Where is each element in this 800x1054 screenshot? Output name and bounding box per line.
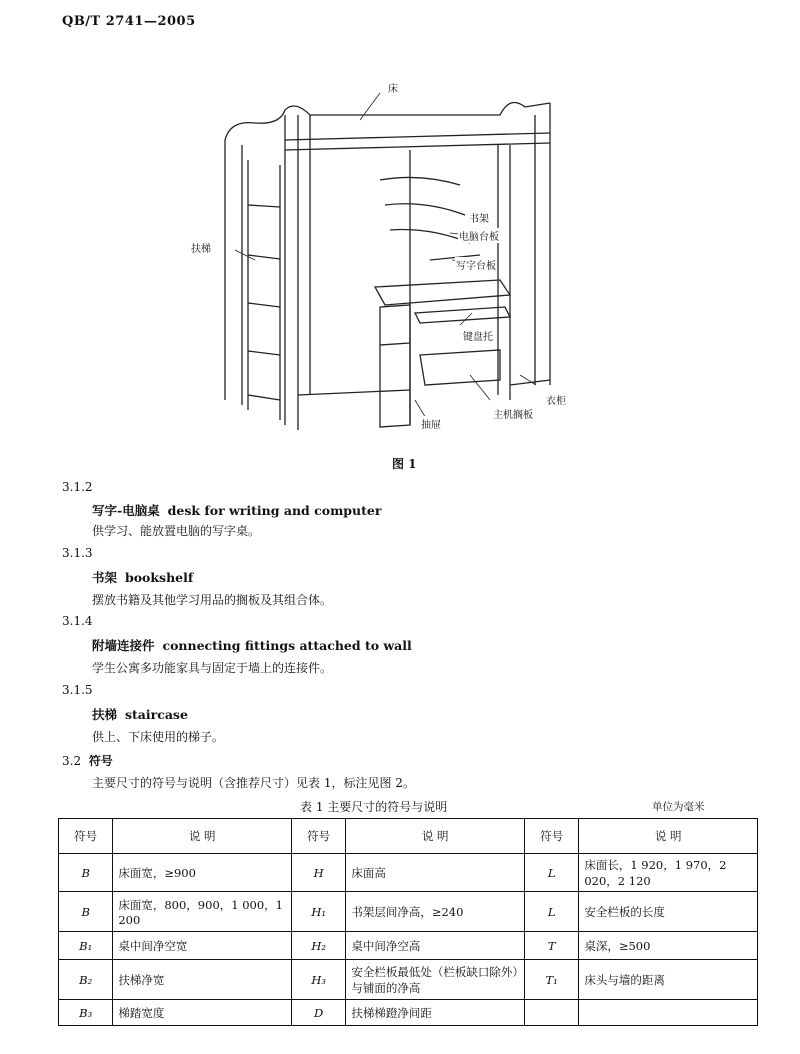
definition: 学生公寓多功能家具与固定于墙上的连接件。	[92, 661, 333, 675]
term	[92, 636, 412, 654]
table-unit: 单位为毫米	[652, 801, 705, 813]
table-caption: 表 1 主要尺寸的符号与说明	[300, 800, 448, 814]
table-row	[59, 932, 758, 960]
header-cell: 符号	[59, 819, 113, 854]
term-cn: 扶梯	[92, 707, 118, 722]
section-number: 3.1.4	[62, 614, 93, 628]
term	[92, 501, 381, 519]
figure-caption: 图 1	[392, 457, 417, 471]
definition: 供学习、能放置电脑的写字桌。	[92, 524, 261, 538]
table-row	[59, 960, 758, 1000]
symbol-cell: B₁	[59, 932, 113, 960]
table-row	[59, 1000, 758, 1026]
section-number: 3.1.5	[62, 683, 93, 697]
header-cell: 说 明	[113, 819, 292, 854]
term-en: staircase	[124, 707, 188, 722]
term	[92, 705, 188, 723]
term-en: connecting fittings attached to wall	[162, 638, 412, 653]
description-cell: 安全栏板最低处（栏板缺口除外）与铺面的净高	[346, 960, 525, 1000]
symbols-intro: 主要尺寸的符号与说明（含推荐尺寸）见表 1，标注见图 2。	[92, 776, 415, 790]
label-host-board: 主机搁板	[492, 406, 534, 421]
description-cell: 床面宽，≥900	[113, 854, 292, 892]
description-cell: 桌中间净空高	[346, 932, 525, 960]
definition: 供上、下床使用的梯子。	[92, 730, 225, 744]
table-header-row	[59, 819, 758, 854]
description-cell: 床头与墙的距离	[579, 960, 758, 1000]
label-bookshelf: 书架	[468, 210, 490, 225]
symbol-cell: T₁	[524, 960, 578, 1000]
symbol-cell: B₃	[59, 1000, 113, 1026]
symbol-cell: L	[524, 892, 578, 932]
standard-id: QB/T 2741—2005	[62, 14, 196, 29]
description-cell: 桌中间净空宽	[113, 932, 292, 960]
description-cell: 床面高	[346, 854, 525, 892]
symbol-cell: B	[59, 854, 113, 892]
term-cn: 附墙连接件	[92, 638, 155, 653]
section-title: 符号	[88, 754, 113, 768]
symbol-cell	[524, 1000, 578, 1026]
symbol-cell: H₃	[291, 960, 345, 1000]
section-number: 3.2	[62, 754, 82, 768]
symbols-table	[58, 818, 758, 1026]
term-en: desk for writing and computer	[167, 503, 382, 518]
symbol-cell: H₂	[291, 932, 345, 960]
symbol-cell: H	[291, 854, 345, 892]
description-cell: 扶梯梯蹬净间距	[346, 1000, 525, 1026]
label-drawer: 抽屉	[420, 416, 442, 431]
term-cn: 写字-电脑桌	[92, 503, 160, 518]
section-number: 3.1.2	[62, 480, 93, 494]
table-row	[59, 854, 758, 892]
symbol-cell: H₁	[291, 892, 345, 932]
header-cell: 符号	[524, 819, 578, 854]
header-cell: 说 明	[579, 819, 758, 854]
description-cell: 床面宽，800，900，1 000，1 200	[113, 892, 292, 932]
description-cell: 梯踏宽度	[113, 1000, 292, 1026]
description-cell: 床面长，1 920，1 970，2 020，2 120	[579, 854, 758, 892]
label-monitor-shelf: 电脑台板	[458, 228, 500, 243]
description-cell: 桌深，≥500	[579, 932, 758, 960]
symbol-cell: L	[524, 854, 578, 892]
symbol-cell: B	[59, 892, 113, 932]
term-cn: 书架	[92, 570, 118, 585]
loft-bed-illustration	[180, 55, 600, 445]
label-keyboard-tray: 键盘托	[462, 328, 494, 343]
symbol-cell: T	[524, 932, 578, 960]
description-cell: 扶梯净宽	[113, 960, 292, 1000]
description-cell	[579, 1000, 758, 1026]
symbol-cell: B₂	[59, 960, 113, 1000]
definition: 摆放书籍及其他学习用品的搁板及其组合体。	[92, 593, 333, 607]
section-number: 3.1.3	[62, 546, 93, 560]
symbols-heading	[62, 752, 113, 769]
term	[92, 568, 193, 586]
label-writing-board: 写字台板	[455, 257, 497, 272]
label-ladder: 扶梯	[190, 240, 212, 255]
header-cell: 说 明	[346, 819, 525, 854]
description-cell: 书架层间净高，≥240	[346, 892, 525, 932]
term-en: bookshelf	[124, 570, 194, 585]
table-row	[59, 892, 758, 932]
header-cell: 符号	[291, 819, 345, 854]
description-cell: 安全栏板的长度	[579, 892, 758, 932]
label-wardrobe: 衣柜	[545, 392, 567, 407]
symbol-cell: D	[291, 1000, 345, 1026]
label-bed: 床	[387, 80, 399, 95]
